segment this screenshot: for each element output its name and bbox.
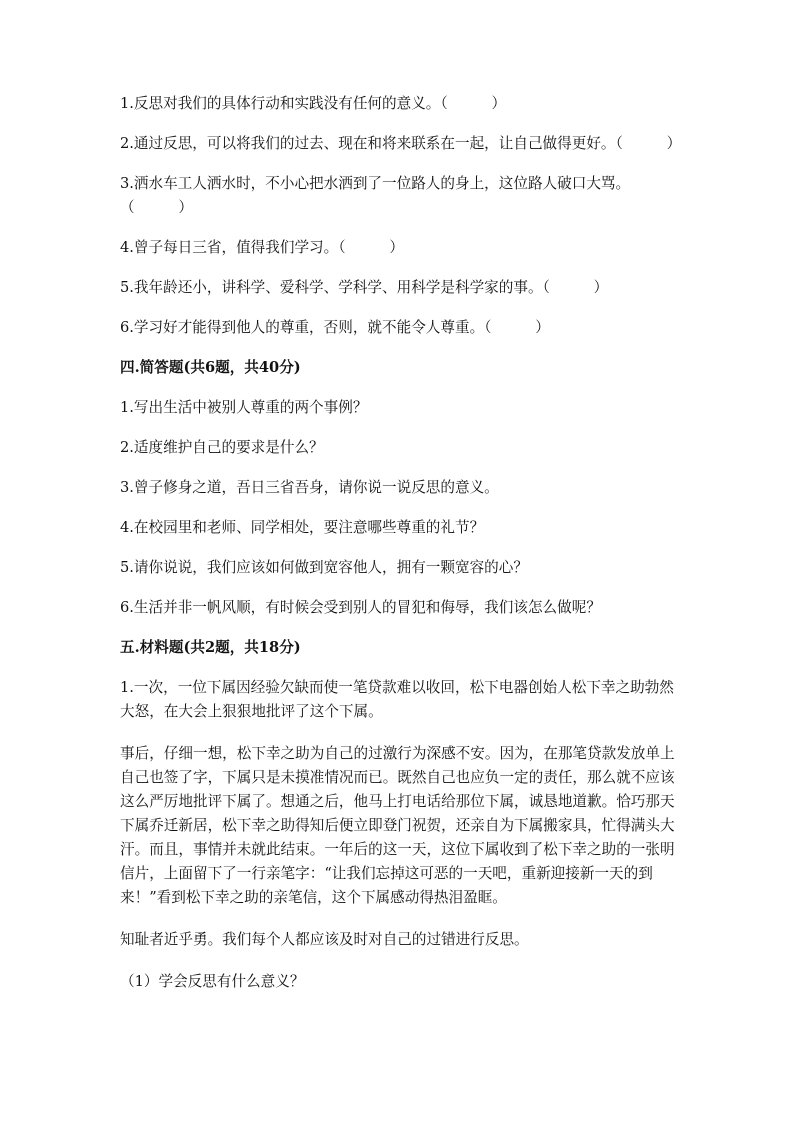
short-answer-question-6: 6.生活并非一帆风顺，有时候会受到别人的冒犯和侮辱，我们该怎么做呢？: [120, 599, 601, 616]
material-paragraph-2: 事后，仔细一想，松下幸之助为自己的过激行为深感不安。因为，在那笔贷款发放单上自己也签了字，下属只是未摸准情况而已。既然自己也应负一定的责任，那么就不应该这么严厉地批评下属了。想通之后，他马上打电话给那位下属，诚恳地道歉。恰巧那天下属乔迁新居，松下幸之助得知后便立即登门祝贺，还亲自为下属搬家具，忙得满头大汗。而且，事情并未就此结束。一年后的这一天，这位下属收到了松下幸之助的一张明信片，上面留下了一行亲笔字：“让我们忘掉这可恶的一天吧，重新迎接新一天的到来！”看到松下幸之助的亲笔信，这个下属感动得热泪盈眶。: [120, 745, 675, 906]
short-answer-question-2: 2.适度维护自己的要求是什么？: [120, 439, 324, 456]
judgement-question-4: 4.曾子每日三省，值得我们学习。（ ）: [120, 239, 404, 256]
short-answer-question-3: 3.曾子修身之道，吾日三省吾身，请你说一说反思的意义。: [120, 479, 499, 496]
material-paragraph-3: 知耻者近乎勇。我们每个人都应该及时对自己的过错进行反思。: [120, 931, 529, 948]
judgement-question-5: 5.我年龄还小，讲科学、爱科学、学科学、用科学是科学家的事。（ ）: [120, 279, 609, 296]
section-heading-short-answer: 四.简答题(共6题，共40分): [120, 359, 301, 376]
short-answer-question-4: 4.在校园里和老师、同学相处，要注意哪些尊重的礼节？: [120, 519, 485, 536]
judgement-question-2: 2.通过反思，可以将我们的过去、现在和将来联系在一起，让自己做得更好。（ ）: [120, 135, 682, 152]
judgement-question-1: 1.反思对我们的具体行动和实践没有任何的意义。（ ）: [120, 95, 507, 112]
material-paragraph-1: 1.一次，一位下属因经验欠缺而使一笔贷款难以收回，松下电器创始人松下幸之助勃然大怒，在大会上狠狠地批评了这个下属。: [120, 679, 674, 720]
short-answer-question-1: 1.写出生活中被别人尊重的两个事例？: [120, 399, 368, 416]
judgement-question-6: 6.学习好才能得到他人的尊重，否则，就不能令人尊重。（ ）: [120, 319, 550, 336]
short-answer-question-5: 5.请你说说，我们应该如何做到宽容他人，拥有一颗宽容的心？: [120, 559, 528, 576]
section-heading-material: 五.材料题(共2题，共18分): [120, 639, 301, 656]
judgement-question-3: 3.洒水车工人洒水时，不小心把水洒到了一位路人的身上，这位路人破口大骂。（ ）: [120, 175, 631, 216]
material-subquestion-1: （1）学会反思有什么意义？: [120, 973, 305, 990]
document-page: [120, 92, 680, 994]
